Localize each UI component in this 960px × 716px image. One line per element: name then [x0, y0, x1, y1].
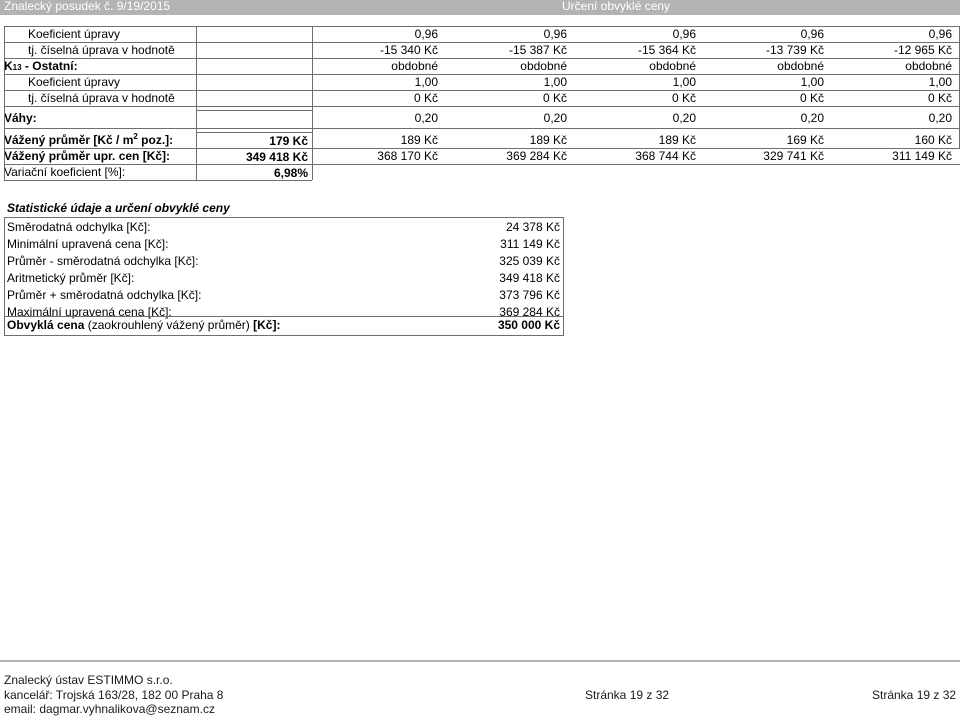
table-row: [4, 74, 956, 90]
comparable-value: 0,20: [800, 111, 824, 125]
comparable-value: -12 965 Kč: [893, 43, 952, 57]
weighted-total-cell: [196, 110, 312, 126]
stats-value: 349 418 Kč: [499, 271, 560, 285]
stats-row: [4, 270, 564, 287]
comparable-value: 0,96: [543, 27, 567, 41]
stats-label: Směrodatná odchylka [Kč]:: [7, 220, 151, 234]
document-title: Znalecký posudek č. 9/19/2015: [4, 0, 171, 13]
table-rule: [4, 74, 960, 75]
row-label-suffix: poz.]:: [137, 133, 174, 147]
stats-label: Aritmetický průměr [Kč]:: [7, 271, 135, 285]
comparable-value: 368 744 Kč: [635, 149, 696, 163]
comparable-value: 0 Kč: [413, 91, 438, 105]
comparable-value: 0,20: [672, 111, 696, 125]
row-label: Variační koeficient [%]:: [4, 165, 126, 179]
row-label: [4, 132, 196, 148]
comparable-value: 0,20: [414, 111, 438, 125]
comparable-value: obdobné: [777, 59, 824, 73]
stats-value: 311 149 Kč: [500, 237, 560, 251]
final-price-label: [7, 317, 280, 334]
comparable-value: 0 Kč: [799, 91, 824, 105]
weighted-total-cell: [196, 26, 312, 42]
row-label: tj. číselná úprava v hodnotě: [28, 91, 175, 105]
footer-email: email: dagmar.vyhnalikova@seznam.cz: [4, 702, 215, 716]
stats-value: 325 039 Kč: [499, 254, 560, 268]
table-rule: [4, 164, 960, 165]
table-rule: [4, 26, 960, 27]
stats-label: Průměr - směrodatná odchylka [Kč]:: [7, 254, 199, 268]
final-label-bold: Obvyklá cena: [7, 318, 85, 332]
comparable-value: -15 364 Kč: [637, 43, 696, 57]
row-label: tj. číselná úprava v hodnotě: [28, 43, 175, 57]
weighted-total-cell: [196, 90, 312, 106]
comparable-value: 369 284 Kč: [506, 149, 567, 163]
table-row: [4, 90, 956, 106]
comparable-value: 368 170 Kč: [377, 149, 438, 163]
stats-row: [4, 253, 564, 270]
table-row: [4, 110, 956, 126]
comparable-value: 0 Kč: [542, 91, 567, 105]
comparable-value: -13 739 Kč: [765, 43, 824, 57]
footer-address: kancelář: Trojská 163/28, 182 00 Praha 8: [4, 688, 224, 702]
stats-row: [4, 287, 564, 304]
comparable-value: 0,20: [543, 111, 567, 125]
table-rule: [4, 26, 5, 180]
table-rule: [4, 42, 960, 43]
row-label: Vážený průměr upr. cen [Kč]:: [4, 149, 171, 163]
comparable-value: 189 Kč: [658, 133, 696, 147]
table-row: [4, 148, 956, 164]
footer-company: Znalecký ústav ESTIMMO s.r.o.: [4, 673, 173, 687]
row-label-prefix: Vážený průměr [Kč / m: [4, 133, 134, 147]
comparable-value: 329 741 Kč: [763, 149, 824, 163]
table-rule: [4, 180, 312, 181]
row-label-superscript: 2: [133, 132, 138, 141]
comparable-value: 0 Kč: [671, 91, 696, 105]
comparable-value: 0,96: [928, 27, 952, 41]
row-label: Váhy:: [4, 111, 37, 125]
comparable-value: 0,96: [800, 27, 824, 41]
table-rule: [4, 90, 960, 91]
weighted-total-cell: [196, 74, 312, 90]
comparable-value: 0,96: [414, 27, 438, 41]
comparable-value: obdobné: [905, 59, 952, 73]
page-header: [0, 0, 960, 15]
table-rule: [312, 26, 313, 180]
weighted-total-cell: 349 418 Kč: [196, 148, 312, 164]
stats-value: 373 796 Kč: [499, 288, 560, 302]
table-row: [4, 58, 956, 74]
footer-divider: [0, 660, 960, 662]
comparable-value: obdobné: [391, 59, 438, 73]
final-label-tail: [Kč]:: [253, 318, 281, 332]
comparable-value: -15 387 Kč: [508, 43, 567, 57]
comparable-value: 189 Kč: [400, 133, 438, 147]
table-row: [4, 132, 956, 148]
comparable-value: 1,00: [543, 75, 567, 89]
stats-row: [4, 236, 564, 253]
comparable-value: 1,00: [800, 75, 824, 89]
weighted-total-cell: 6,98%: [196, 164, 312, 180]
comparable-value: 0,20: [928, 111, 952, 125]
comparable-value: -15 340 Kč: [379, 43, 438, 57]
footer-page-right: Stránka 19 z 32: [872, 688, 957, 702]
row-label: Koeficient úpravy: [28, 75, 121, 89]
section-title: Určení obvyklé ceny: [562, 0, 671, 13]
table-row: [4, 164, 956, 180]
stats-label: Průměr + směrodatná odchylka [Kč]:: [7, 288, 202, 302]
comparable-value: 0,96: [672, 27, 696, 41]
final-price-value: 350 000 Kč: [497, 318, 560, 332]
stats-label: Minimální upravená cena [Kč]:: [7, 237, 169, 251]
row-label-suffix: - Ostatní:: [21, 59, 78, 73]
table-row: [4, 42, 956, 58]
comparable-value: 189 Kč: [529, 133, 567, 147]
stats-label: Maximální upravená cena [Kč]:: [7, 305, 172, 319]
table-rule: [4, 106, 960, 107]
table-rule: [196, 26, 197, 180]
final-price-row: [4, 317, 564, 334]
comparable-value: 1,00: [414, 75, 438, 89]
final-price-divider: [4, 316, 564, 317]
stats-value: 369 284 Kč: [499, 305, 560, 319]
table-rule: [4, 58, 960, 59]
table-rule: [4, 148, 960, 149]
comparable-value: 1,00: [672, 75, 696, 89]
comparable-value: 1,00: [928, 75, 952, 89]
weighted-total-cell: [196, 42, 312, 58]
row-label: [4, 58, 196, 74]
weighted-total-cell: 179 Kč: [196, 132, 312, 148]
row-label-prefix: K: [4, 59, 13, 73]
comparable-value: 169 Kč: [786, 133, 824, 147]
comparable-value: 160 Kč: [914, 133, 952, 147]
comparable-value: obdobné: [520, 59, 567, 73]
row-label-subscript: 13: [12, 63, 22, 72]
weighted-total-cell: [196, 58, 312, 74]
comparable-value: 311 149 Kč: [892, 149, 952, 163]
comparable-value: 0 Kč: [927, 91, 952, 105]
table-rule: [4, 128, 960, 129]
row-label: Koeficient úpravy: [28, 27, 121, 41]
stats-row: [4, 219, 564, 236]
footer-page-center: Stránka 19 z 32: [585, 688, 670, 702]
table-row: [4, 26, 956, 42]
stats-title: Statistické údaje a určení obvyklé ceny: [7, 201, 230, 215]
comparable-value: obdobné: [649, 59, 696, 73]
final-label-rest: (zaokrouhlený vážený průměr): [84, 318, 254, 332]
stats-value: 24 378 Kč: [505, 220, 560, 234]
